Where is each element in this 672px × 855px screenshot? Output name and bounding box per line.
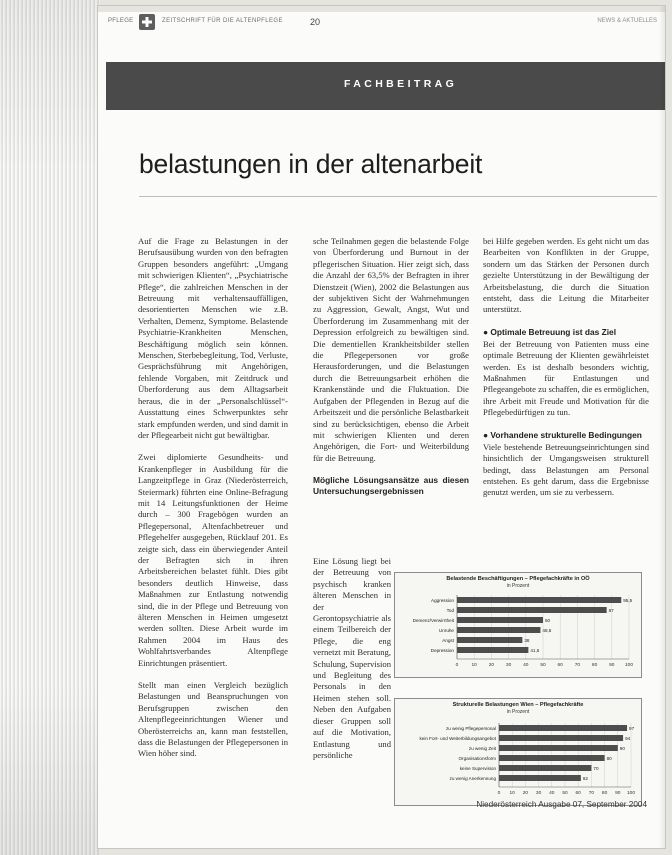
category-label: Aggression	[431, 598, 454, 603]
tick-label: 60	[575, 791, 581, 796]
category-label: Tod	[446, 608, 454, 613]
tick-label: 80	[601, 791, 608, 796]
bar	[499, 765, 591, 771]
bar	[499, 725, 627, 731]
tick-label: 50	[562, 791, 568, 796]
magazine-page	[98, 6, 665, 848]
section-heading: Mögliche Lösungsansätze aus diesen Untersuchungsergebnissen	[313, 475, 469, 496]
paragraph: sche Teilnahmen gegen die belastende Folge von Überforderung und Burnout in der pflegerischen Situation. Hier zeigt sich, dass die Anzahl der 63,5% der Befragten in ihrer Dienstzeit (Wien), 2002 die Belastungen aus der subjektiven Sicht der Wahrnehmungen zu Aggression, Gewalt, Angst, Wut und Überforderung im Zusammenhang mit der Depression erfolgreich zu bewältigen sind. Die dementiellen Krankheitsbilder stellen die Pflegepersonen vor große Herausforderungen, und die Belastungen durch die Betreuungsarbeit erhöhen die Krankenstände und die Fluktuation. Die Aufgaben der Pflegenden in Bezug auf die Arbeitszeit und die persönliche Belastbarkeit sind zu berücksichtigen, ebenso die Arbeit mit schwierigen Klienten und deren Angehörigen, die Fort- und Weiterbildung für die Betreuung.	[313, 236, 469, 463]
section-band	[106, 62, 665, 110]
tick-label: 90	[615, 791, 621, 796]
bar	[457, 637, 522, 643]
bar-chart-1	[394, 572, 642, 678]
headline-rule	[139, 196, 657, 197]
chart-title: Belastende Beschäftigungen – Pflegefachkräfte in OÖ	[446, 576, 590, 582]
header-publication-title: ZEITSCHRIFT FÜR DIE ALTENPFLEGE	[162, 18, 283, 24]
data-label: 94	[625, 736, 631, 741]
data-label: 62	[582, 776, 588, 781]
cross-logo-icon	[139, 14, 155, 30]
tick-label: 20	[488, 663, 495, 668]
tick-label: 0	[497, 791, 501, 796]
data-label: 50	[545, 618, 551, 623]
header-right-text: NEWS & AKTUELLES	[597, 18, 657, 24]
category-label: kein Fort- und Weiterbildungsangebot	[419, 736, 496, 741]
tick-label: 30	[505, 663, 512, 668]
cross-logo-glyph	[141, 16, 153, 28]
data-label: 95,5	[623, 598, 633, 603]
category-label: Demenz/Verwirrtheit	[412, 618, 454, 623]
bar	[499, 735, 623, 741]
data-label: 41,5	[530, 648, 540, 653]
tick-label: 100	[624, 663, 634, 668]
article-headline: belastungen in der altenarbeit	[139, 149, 483, 179]
tick-label: 80	[591, 663, 598, 668]
bar	[457, 647, 528, 653]
category-label: keine Supervision	[459, 766, 496, 771]
tick-label: 10	[471, 663, 477, 668]
paragraph: Auf die Frage zu Belastungen in der Berufsausübung wurden von den befragten Gruppen besonders angeführt: „Umgang mit schwierigen Klienten“, „Psychiatrische Pflege“, die zahlreichen Menschen in der Betreuung mit verhaltensauffälligen, desorientierten Menschen wie z.B. Verhalten, Demenz, Symptome. Belastende Psychiatrie-Krankheiten Menschen, Beschäftigung möglich sein können. Menschen, Sterbebegleitung, Tod, Verluste, Gesprächsführung mit Angehörigen, fehlende Vorgaben, mit Zeitdruck und Überforderung aus dem Alltagsarbeit heraus, die in der „Personalschlüssel“-Ausstattung eines Schwerpunktes sehr stark empfunden werden, und sind damit in der Pflegearbeit nicht gut bewältigbar.	[138, 236, 288, 440]
bar-chart-2	[394, 698, 642, 806]
data-label: 80	[606, 756, 612, 761]
tick-label: 40	[523, 663, 529, 668]
tick-label: 100	[626, 791, 636, 796]
data-label: 70	[593, 766, 599, 771]
tick-label: 40	[549, 791, 555, 796]
paragraph: Stellt man einen Vergleich bezüglich Belastungen und Beanspruchungen von Berufsgruppen zwischen den Altenpflegeeinrichtungen Wiener und Oberösterreichs an, kann man feststellen, dass die Belastungen der Pflegepersonen in Wien höher sind.	[138, 680, 288, 759]
tick-label: 20	[522, 791, 529, 796]
category-label: zu wenig Anerkennung	[449, 776, 496, 781]
bar	[457, 597, 621, 603]
tick-label: 70	[574, 663, 581, 668]
category-label: Angst	[442, 638, 454, 643]
data-label: 87	[608, 608, 614, 613]
paragraph: bei Hilfe gegeben werden. Es geht nicht um das Bearbeiten von Konflikten in der Gruppe, sondern um das Stärken der Personen durch gezielte Unterstützung in der Bewältigung der Arbeitsbelastung, die durch die Situation entsteht, dass die Leitung die Mitarbeiter unterstützt.	[483, 236, 649, 315]
tick-label: 70	[588, 791, 595, 796]
bullet-heading: ● Optimale Betreuung ist das Ziel	[483, 326, 617, 337]
tick-label: 50	[540, 663, 546, 668]
category-label: Organisationsform	[458, 756, 496, 761]
text-column-2-narrow: Eine Lösung liegt bei der Betreuung von psychisch kranken älteren Menschen in der Gerontopsychiatrie als einem Teilbereich der Pflege, die eng vernetzt mit Beratung, Schulung, Supervision und Begleitung des Personals in den Heimen stehen soll. Neben den Aufgaben dieser Gruppen soll auf die Motivation, Entlastung und persönliche	[313, 556, 391, 760]
chart-plot	[395, 699, 641, 805]
data-label: 90	[619, 746, 625, 751]
category-label: Depression	[430, 648, 454, 653]
paragraph: Zwei diplomierte Gesundheits- und Krankenpfleger in Ausbildung für die Langzeitpflege in Graz (Niederösterreich, Steiermark) führten eine Online-Befragung mit 14 Leitungsfunktionen der Heime durch – 300 Fragebögen wurden an Pflegepersonal, Altenfachbetreuer und Pflegehelfer ausgegeben, Rücklauf 201. Es zeigte sich, dass ein überwiegender Anteil der Befragten sich in ihren Arbeitsbereichen belastet fühlt. Dies gibt besonders deutlich Hinweise, dass Maßnahmen zur Entlastung notwendig sind, die in der Pflege und Betreuung von älteren Menschen in Heimen umgesetzt werden sollten. Diese Arbeit wurde im Rahmen 2004 im Haus des Wohlfahrtsverbandes Altenpflege Einrichtungen präsentiert.	[138, 452, 288, 668]
tick-label: 90	[609, 663, 615, 668]
tick-label: 60	[557, 663, 563, 668]
page-footer: Niederösterreich Ausgabe 07, September 2004	[476, 800, 647, 809]
bar	[457, 607, 607, 613]
tick-label: 0	[455, 663, 459, 668]
text-column-2	[313, 236, 469, 497]
top-strip	[98, 6, 665, 12]
bar	[499, 745, 618, 751]
bar	[457, 627, 540, 633]
page-number: 20	[310, 17, 321, 27]
header-left-text: PFLEGE	[108, 18, 134, 24]
text-column-3	[483, 236, 649, 510]
chart-plot	[395, 573, 641, 677]
page-stack-shadow	[0, 0, 100, 855]
data-label: 38	[524, 638, 530, 643]
bar	[499, 775, 581, 781]
chart-subtitle: in Prozent	[506, 709, 530, 715]
chart-subtitle: in Prozent	[506, 583, 530, 589]
tick-label: 30	[535, 791, 542, 796]
running-header	[98, 14, 665, 32]
category-label: zu wenig Pflegepersonal	[445, 726, 496, 731]
bullet-text: Viele bestehende Betreuungseinrichtungen sind hinsichtlich der Umgangsweisen strukturell bedingt, dass Belastungen am Personal entstehen. Es geht darum, dass die Ergebnisse genutzt werden, um sie zu verbessern.	[483, 441, 649, 498]
category-label: Unruhe	[438, 628, 454, 633]
category-label: zu wenig Zeit	[468, 746, 496, 751]
page-edge-shadow	[659, 6, 665, 848]
tick-label: 10	[509, 791, 515, 796]
bullet-text: Bei der Betreuung von Patienten muss eine optimale Betreuung der Klienten gewährleistet werden. Es ist deshalb besonders wichtig, Maßnahmen für Entlastungen und Pflegeangebote zu schaffen, die es ermöglichen, ihre Arbeit mit Freude und Motivation für die Pflegebedürftigen zu tun.	[483, 338, 649, 418]
bar	[499, 755, 605, 761]
text-column-1	[138, 236, 288, 771]
section-kicker: FACHBEITRAG	[344, 78, 458, 90]
bar	[457, 617, 543, 623]
data-label: 97	[629, 726, 635, 731]
data-label: 48,5	[542, 628, 552, 633]
chart-title: Strukturelle Belastungen Wien – Pflegefachkräfte	[452, 702, 584, 708]
bullet-heading: ● Vorhandene strukturelle Bedingungen	[483, 429, 642, 440]
